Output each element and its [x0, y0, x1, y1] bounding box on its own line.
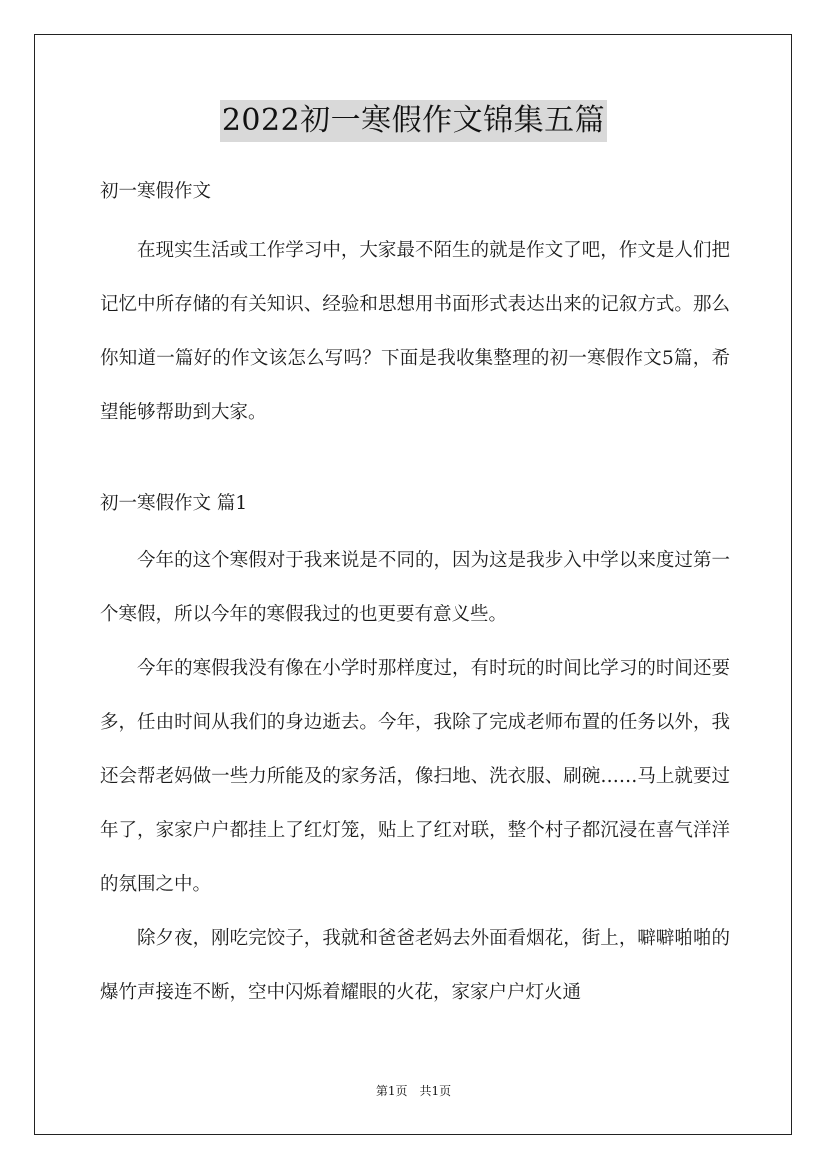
page-footer [0, 1083, 827, 1099]
document-body [100, 172, 730, 1020]
intro-heading: 初一寒假作文 [100, 181, 212, 202]
body-paragraph-2: 今年的寒假我没有像在小学时那样度过，有时玩的时间比学习的时间还要多，任由时间从我们的身边逝去。今年，我除了完成老师布置的任务以外，我还会帮老妈做一些力所能及的家务活，像扫地、洗衣服、刷碗……马上就要过年了，家家户户都挂上了红灯笼，贴上了红对联，整个村子都沉浸在喜气洋洋的氛围之中。 [100, 658, 730, 895]
title-area [0, 100, 827, 142]
document-title: 2022初一寒假作文锦集五篇 [220, 100, 607, 142]
body-paragraph-1: 今年的这个寒假对于我来说是不同的，因为这是我步入中学以来度过第一个寒假，所以今年的寒假我过的也更要有意义些。 [100, 550, 730, 625]
section-heading: 初一寒假作文 篇1 [100, 493, 248, 514]
body-paragraph-3: 除夕夜，刚吃完饺子，我就和爸爸老妈去外面看烟花，街上，噼噼啪啪的爆竹声接连不断，空中闪烁着耀眼的火花，家家户户灯火通 [100, 928, 730, 1003]
page-total: 共1页 [419, 1084, 452, 1098]
page-number: 第1页 [375, 1084, 408, 1098]
intro-paragraph: 在现实生活或工作学习中，大家最不陌生的就是作文了吧，作文是人们把记忆中所存储的有关知识、经验和思想用书面形式表达出来的记叙方式。那么你知道一篇好的作文该怎么写吗？下面是我收集整理的初一寒假作文5篇，希望能够帮助到大家。 [100, 240, 730, 423]
